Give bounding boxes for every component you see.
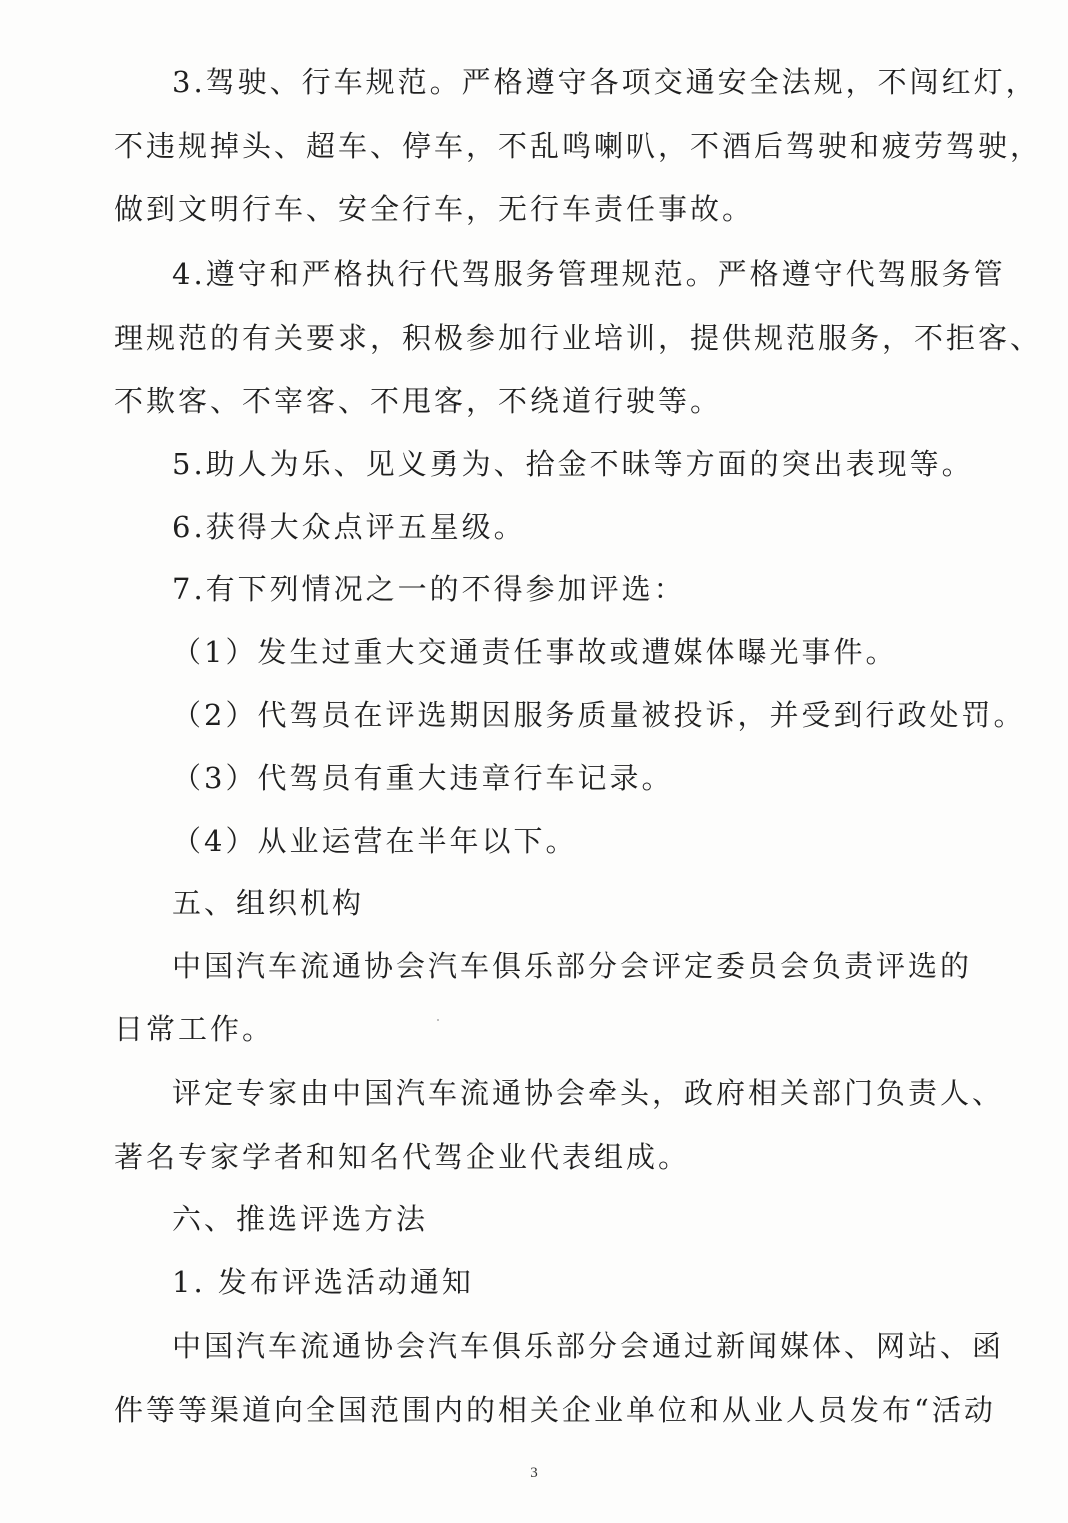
text-line: （3）代驾员有重大违章行车记录。: [172, 761, 674, 795]
section-heading: 五、组织机构: [172, 886, 365, 920]
text-line: 4.遵守和严格执行代驾服务管理规范。严格遵守代驾服务管: [172, 257, 1006, 291]
text-line: 不违规掉头、超车、停车，不乱鸣喇叭，不酒后驾驶和疲劳驾驶，: [114, 129, 1043, 163]
text-line: 日常工作。: [114, 1012, 275, 1046]
text-line: （1）发生过重大交通责任事故或遭媒体曝光事件。: [172, 635, 898, 669]
subsection-heading: 1. 发布评选活动通知: [172, 1265, 474, 1299]
page-number: 3: [530, 1465, 538, 1481]
text-line: （2）代驾员在评选期因服务质量被投诉，并受到行政处罚。: [172, 698, 1026, 732]
text-line: 中国汽车流通协会汽车俱乐部分会评定委员会负责评选的: [172, 949, 973, 983]
text-line: 做到文明行车、安全行车，无行车责任事故。: [114, 192, 755, 226]
text-line: 著名专家学者和知名代驾企业代表组成。: [114, 1140, 691, 1174]
text-line: 中国汽车流通协会汽车俱乐部分会通过新闻媒体、网站、函: [172, 1329, 1005, 1363]
text-line: 件等等渠道向全国范围内的相关企业单位和从业人员发布“活动: [114, 1393, 996, 1427]
text-line: 6.获得大众点评五星级。: [172, 510, 526, 544]
text-line: 评定专家由中国汽车流通协会牵头，政府相关部门负责人、: [172, 1076, 1005, 1110]
section-heading: 六、推选评选方法: [172, 1202, 429, 1236]
text-line: 7.有下列情况之一的不得参加评选：: [172, 572, 686, 606]
scan-speck: [437, 1019, 439, 1021]
text-line: （4）从业运营在半年以下。: [172, 824, 578, 858]
text-line: 理规范的有关要求，积极参加行业培训，提供规范服务，不拒客、: [114, 321, 1043, 355]
text-line: 3.驾驶、行车规范。严格遵守各项交通安全法规，不闯红灯，: [172, 65, 1038, 99]
text-line: 5.助人为乐、见义勇为、拾金不昧等方面的突出表现等。: [172, 447, 974, 481]
text-line: 不欺客、不宰客、不甩客，不绕道行驶等。: [114, 384, 723, 418]
